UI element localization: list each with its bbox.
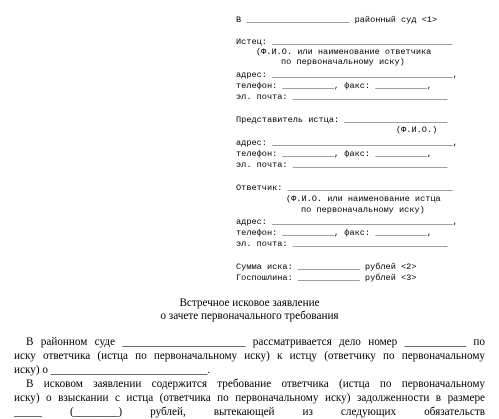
- defendant-label: Ответчик: ________________________________: [236, 183, 453, 193]
- plaintiff-address: адрес: ___________________________________,: [236, 70, 458, 80]
- paragraph-1-line-1: В районном суде ______________________ рассматривается дело номер ___________ по: [26, 336, 485, 348]
- state-fee: Госпошлина: ____________ рублей <3>: [236, 273, 417, 283]
- plaintiff-note-1: (Ф.И.О. или наименование ответчика: [256, 47, 432, 57]
- plaintiff-phone: телефон: __________, факс: __________,: [236, 81, 432, 91]
- plaintiff-label: Истец: ___________________________________: [236, 37, 453, 47]
- representative-address: адрес: ___________________________________,: [236, 138, 458, 148]
- representative-note: (Ф.И.О.): [396, 125, 438, 135]
- plaintiff-email: эл. почта: ______________________________: [236, 92, 448, 102]
- defendant-phone: телефон: __________, факс: __________,: [236, 228, 432, 238]
- court-line: В ____________________ районный суд <1>: [236, 15, 438, 25]
- claim-amount: Сумма иска: ____________ рублей <2>: [236, 262, 417, 272]
- representative-phone: телефон: __________, факс: __________,: [236, 149, 432, 159]
- document-title-line-2: о зачете первоначального требования: [160, 310, 339, 322]
- representative-email: эл. почта: ______________________________: [236, 160, 448, 170]
- paragraph-2-line-2: иску) о взыскании с истца (ответчика по первоначальному иску) задолженности в размере: [14, 392, 485, 404]
- defendant-email: эл. почта: ______________________________: [236, 239, 448, 249]
- representative-label: Представитель истца: ____________________: [236, 115, 448, 125]
- paragraph-2-line-3: _____ (________) рублей, вытекающей из следующих обязательств: [14, 406, 485, 418]
- defendant-note-2: по первоначальному иску): [301, 205, 425, 215]
- defendant-note-1: (Ф.И.О. или наименование истца: [286, 194, 441, 204]
- paragraph-1-line-3: иску) о ____________________________.: [14, 364, 211, 376]
- document-title-line-1: Встречное исковое заявление: [179, 297, 320, 309]
- paragraph-2-line-1: В исковом заявлении содержится требование ответчика (истца по первоначальному: [26, 378, 485, 390]
- defendant-address: адрес: ___________________________________,: [236, 217, 458, 227]
- plaintiff-note-2: по первоначальному иску): [281, 57, 405, 67]
- paragraph-1-line-2: иску ответчика (истца по первоначальному иску) к истцу (ответчику по первоначальному: [14, 350, 485, 362]
